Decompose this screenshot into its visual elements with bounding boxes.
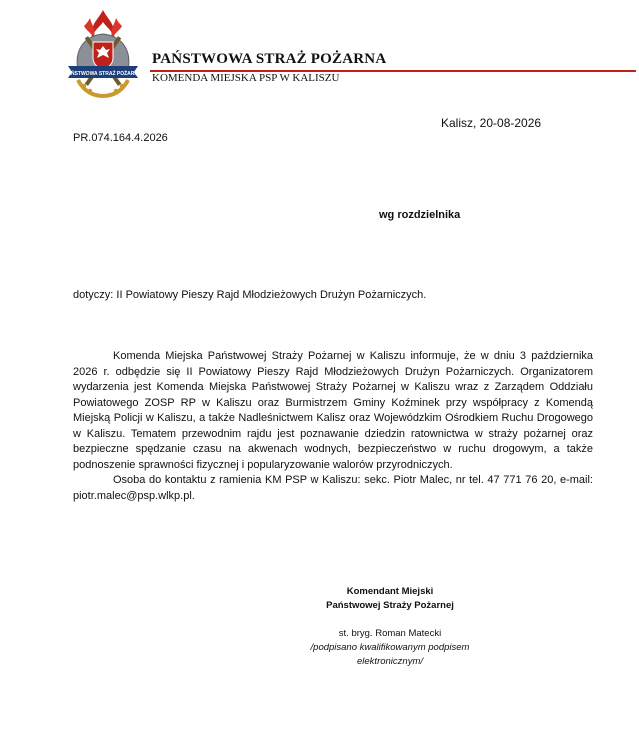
signatory-name: st. bryg. Roman Matecki bbox=[338, 628, 442, 639]
body-paragraph: Osoba do kontaktu z ramienia KM PSP w Kaliszu: sekc. Piotr Malec, nr tel. 47 771 76 20, e-mail: piotr.malec@psp.wlkp.pl. bbox=[73, 474, 593, 502]
recipient: wg rozdzielnika bbox=[379, 209, 461, 221]
logo-banner-text: PAŃSTWOWA STRAŻ POŻARNA bbox=[64, 71, 142, 77]
organization-unit: KOMENDA MIEJSKA PSP W KALISZU bbox=[152, 72, 340, 84]
reference-number: PR.074.164.4.2026 bbox=[73, 132, 168, 144]
subject-line: dotyczy: II Powiatowy Pieszy Rajd Młodzieżowych Drużyn Pożarniczych. bbox=[73, 289, 427, 301]
organization-name: PAŃSTWOWA STRAŻ POŻARNA bbox=[152, 51, 387, 67]
signatory-title: Państwowej Straży Pożarnej bbox=[326, 600, 454, 611]
signatory-title: Komendant Miejski bbox=[346, 586, 434, 597]
place-and-date: Kalisz, 20-08-2026 bbox=[441, 116, 542, 130]
electronic-signature-note: /podpisano kwalifikowanym podpisem elektronicznym/ bbox=[310, 642, 470, 667]
letter-body bbox=[73, 349, 593, 504]
psp-emblem-logo bbox=[64, 8, 142, 98]
signature-block bbox=[300, 585, 480, 669]
body-paragraph: Komenda Miejska Państwowej Straży Pożarnej w Kaliszu informuje, że w dniu 3 października 2026 r. odbędzie się II Powiatowy Pieszy Rajd Młodzieżowych Drużyn Pożarniczych. Organizatorem wydarzenia jest Komenda Miejska Państwowej Straży Pożarnej w Kaliszu wraz z Zarządem Oddziału Powiatowego ZOSP RP w Kaliszu oraz Burmistrzem Gminy Koźminek przy współpracy z Komendą Miejską Policji w Kaliszu, a także Nadleśnictwem Kalisz oraz Wojewódzkim Ośrodkiem Ruchu Drogowego w Kaliszu. Tematem przewodnim rajdu jest poznawanie dziedzin ratownictwa w straży pożarnej oraz bezpieczne spędzanie czasu na akwenach wodnych, bezpieczeństwo w ruchu drogowym, a także podnoszenie sprawności fizycznej i popularyzowanie walorów przyrodniczych. bbox=[73, 350, 593, 471]
